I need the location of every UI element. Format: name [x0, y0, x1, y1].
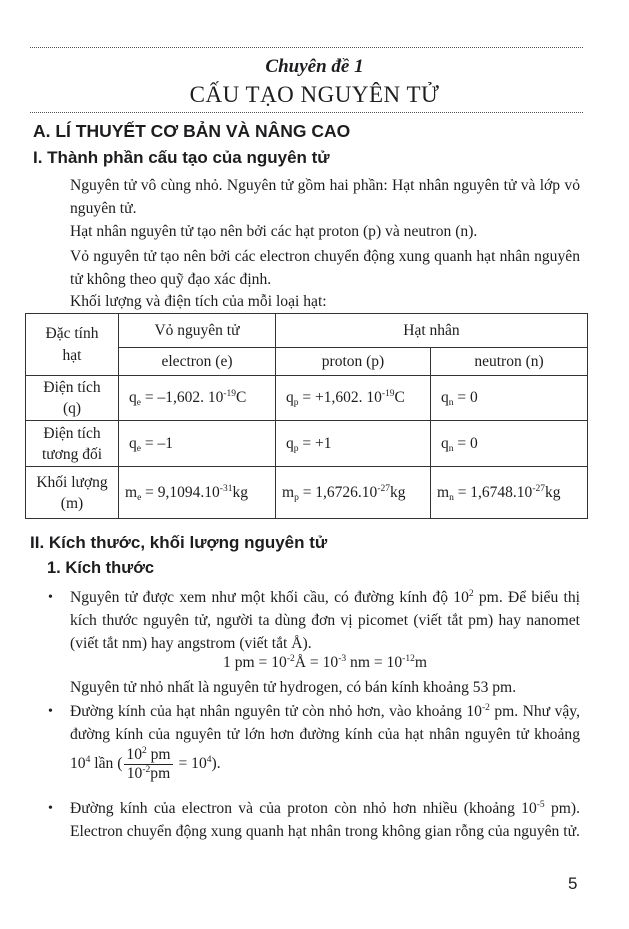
- table-row: [26, 467, 588, 519]
- bullet-item: [48, 797, 580, 843]
- text-run: = 1,6726.10: [298, 483, 378, 501]
- superscript: 4: [85, 755, 91, 766]
- section-ii-heading: II. Kích thước, khối lượng nguyên tử: [30, 533, 328, 552]
- title-dotted-rule: [30, 112, 583, 113]
- subscript: e: [136, 398, 141, 408]
- table-cell: [119, 376, 276, 421]
- text-run: Nguyên tử vô cùng nhỏ. Nguyên tử gồm hai phần: Hạt nhân nguyên tử và lớp vỏ nguyên tử.: [70, 177, 580, 217]
- table-cell: [276, 467, 431, 519]
- text-run: = –1,602. 10: [140, 389, 224, 406]
- text-run: C: [394, 389, 405, 406]
- text-run: q: [129, 389, 137, 406]
- table-cell: [431, 376, 588, 421]
- bullet-icon: •: [48, 704, 53, 719]
- chapter-label: Chuyên đề 1: [265, 56, 364, 77]
- text-run: pm). Electron chuyển động xung quanh hạt nhân trong không gian rỗng của nguyên tử.: [70, 800, 580, 840]
- superscript: 4: [206, 755, 212, 766]
- top-dotted-rule: [30, 47, 583, 48]
- particle-properties-table: [25, 313, 588, 519]
- row-label: Khối lượng (m): [26, 467, 119, 519]
- table-cell: [276, 376, 431, 421]
- paragraph: [70, 174, 580, 220]
- superscript: -5: [536, 800, 545, 810]
- superscript: -27: [377, 483, 390, 494]
- bullet-item: [48, 586, 580, 655]
- text-run: pm. Để biểu thị kích thước nguyên tử, người ta dùng đơn vị picomet (viết tắt pm) hay nanomet (viết tắt nm) hay angstrom (viết tắt Å).: [70, 589, 580, 652]
- text-run: = 0: [453, 434, 478, 452]
- text-run: = 0: [453, 389, 478, 406]
- text-run: ).: [211, 755, 221, 773]
- paragraph: [70, 245, 580, 291]
- bullet-text: [70, 589, 580, 652]
- text-run: kg: [232, 483, 248, 501]
- table-row: [26, 421, 588, 467]
- table-cell: [119, 421, 276, 467]
- header-proton: proton (p): [276, 348, 431, 376]
- text-run: m: [282, 483, 295, 501]
- text-run: C: [236, 389, 247, 406]
- text-run: Nguyên tử nhỏ nhất là nguyên tử hydrogen, có bán kính khoảng 53 pm.: [70, 679, 517, 696]
- superscript: -19: [381, 389, 395, 399]
- text-run: 1 pm = 10: [223, 654, 287, 671]
- text-run: 10: [126, 765, 143, 782]
- table-cell: [119, 467, 276, 519]
- superscript: -2: [481, 703, 490, 713]
- unit-equation: [70, 654, 580, 672]
- row-label: Điện tích tương đối: [26, 421, 119, 467]
- table-cell: [431, 467, 588, 519]
- text-run: Đường kính của electron và của proton còn nhỏ hơn nhiều (khoảng 10: [70, 800, 537, 817]
- text-run: m: [125, 483, 138, 501]
- text-run: q: [129, 434, 137, 452]
- subscript: n: [448, 398, 454, 408]
- row-label: Điện tích (q): [26, 376, 119, 421]
- fraction-numerator: [124, 746, 172, 765]
- text-run: q: [441, 389, 449, 406]
- text-run: m: [437, 483, 450, 501]
- page-number: 5: [568, 874, 578, 893]
- text-run: q: [441, 434, 449, 452]
- subscript: p: [293, 443, 299, 454]
- text-run: q: [286, 434, 294, 452]
- text-run: = –1: [140, 434, 173, 452]
- text-run: = +1: [298, 434, 332, 452]
- superscript: -31: [219, 483, 233, 494]
- text-run: = 10: [174, 755, 207, 773]
- bullet-text: [70, 703, 580, 782]
- fraction: [124, 746, 172, 783]
- text-run: = 1,6748.10: [453, 483, 533, 501]
- superscript: -3: [338, 654, 347, 664]
- header-electron: electron (e): [119, 348, 276, 376]
- paragraph: [70, 676, 580, 699]
- superscript: -12: [402, 654, 415, 664]
- paragraph: [70, 220, 580, 243]
- superscript: -2: [286, 654, 295, 664]
- text-run: Nguyên tử được xem như một khối cầu, có đường kính độ 10: [70, 589, 469, 606]
- text-run: pm. Như vậy, đường kính của nguyên tử lớn hơn đường kính của hạt nhân nguyên tử khoảng 10: [70, 703, 580, 773]
- table-cell: [276, 421, 431, 467]
- text-run: kg: [389, 483, 406, 501]
- subscript: p: [294, 492, 299, 503]
- text-run: pm: [146, 746, 171, 763]
- text-run: 10: [126, 746, 142, 763]
- text-run: nm = 10: [346, 654, 403, 671]
- bullet-icon: •: [48, 590, 53, 605]
- text-run: = +1,602. 10: [298, 389, 382, 406]
- text-run: q: [286, 389, 294, 406]
- chapter-title: CẤU TẠO NGUYÊN TỬ: [189, 82, 440, 107]
- header-property: Đặc tính hạt: [26, 314, 119, 376]
- subscript: e: [136, 443, 141, 454]
- table-cell: [431, 421, 588, 467]
- section-a-heading: A. LÍ THUYẾT CƠ BẢN VÀ NÂNG CAO: [33, 121, 351, 141]
- text-run: Vỏ nguyên tử tạo nên bởi các electron chuyển động xung quanh hạt nhân nguyên tử không theo quỹ đạo xác định.: [70, 248, 580, 288]
- fraction-denominator: [124, 765, 172, 783]
- superscript: 2: [141, 746, 147, 756]
- text-run: Đường kính của hạt nhân nguyên tử còn nhỏ hơn, vào khoảng 10: [70, 703, 482, 720]
- text-run: = 9,1094.10: [141, 483, 220, 501]
- header-neutron: neutron (n): [431, 348, 588, 376]
- text-run: m: [414, 654, 427, 671]
- bullet-text: [70, 800, 580, 840]
- header-shell: Vỏ nguyên tử: [119, 314, 276, 348]
- section-i-heading: I. Thành phần cấu tạo của nguyên tử: [33, 148, 330, 167]
- text-run: Hạt nhân nguyên tử tạo nên bởi các hạt proton (p) và neutron (n).: [70, 223, 478, 240]
- text-run: Å = 10: [294, 654, 339, 671]
- superscript: -19: [223, 389, 237, 399]
- paragraph: [70, 290, 580, 313]
- bullet-item: [48, 700, 580, 783]
- subscript: e: [137, 492, 142, 503]
- superscript: -27: [532, 483, 545, 494]
- text-run: lần (: [90, 755, 123, 773]
- subsection-size-heading: 1. Kích thước: [47, 559, 155, 577]
- text-run: Khối lượng và điện tích của mỗi loại hạt:: [70, 293, 327, 310]
- table-row: [26, 376, 588, 421]
- subscript: p: [293, 398, 299, 408]
- bullet-icon: •: [48, 801, 53, 816]
- subscript: n: [448, 443, 454, 454]
- text-run: pm: [150, 765, 171, 782]
- superscript: 2: [468, 589, 474, 599]
- text-run: kg: [544, 483, 561, 501]
- subscript: n: [449, 492, 454, 503]
- header-nucleus: Hạt nhân: [276, 314, 588, 348]
- superscript: -2: [142, 765, 151, 775]
